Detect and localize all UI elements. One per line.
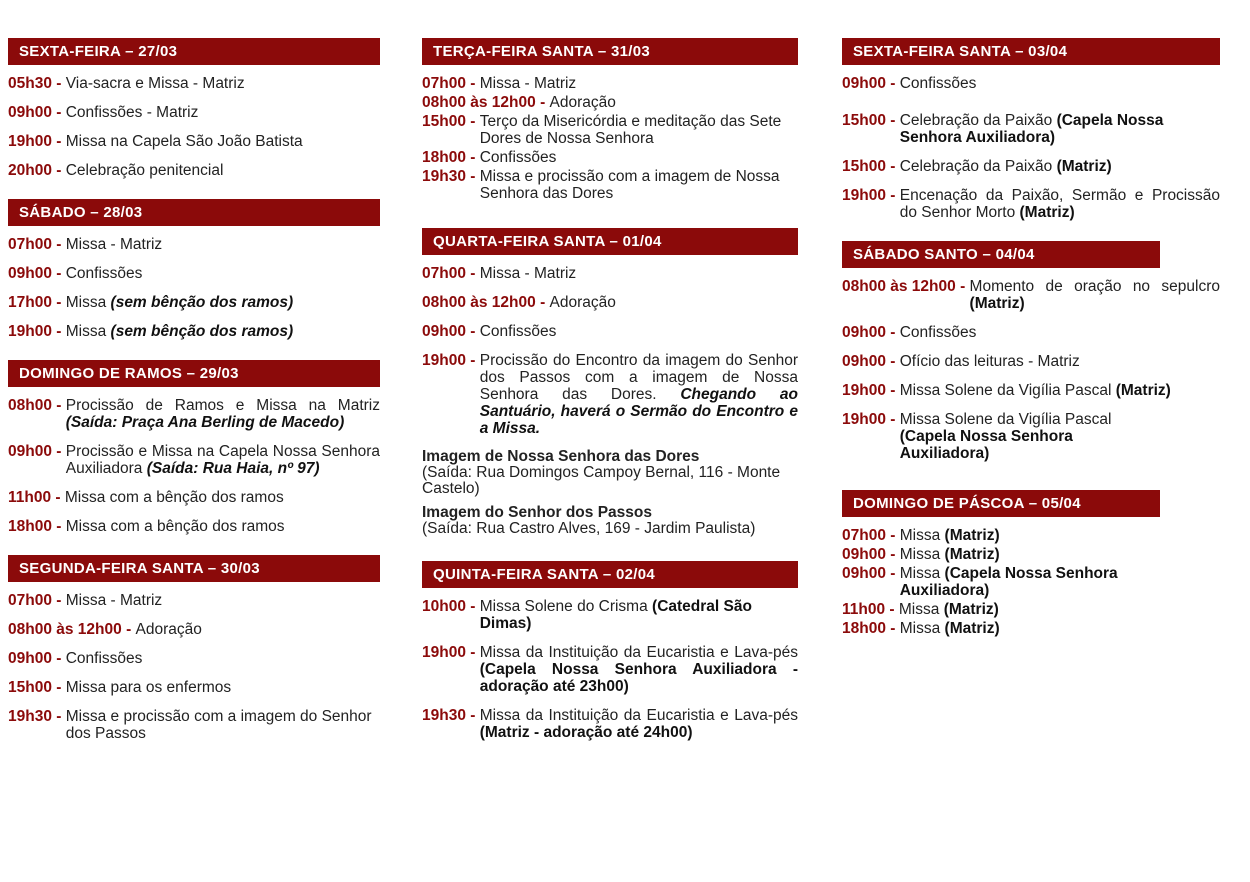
- schedule-entry: 07h00 - Missa - Matriz: [422, 265, 798, 282]
- entry-time: 09h00: [842, 324, 886, 341]
- entry-desc: Missa com a bênção dos ramos: [64, 489, 284, 506]
- entry-desc: Missa (sem bênção dos ramos): [65, 294, 294, 311]
- entry-time: 09h00: [422, 323, 466, 340]
- entry-time: 19h00: [842, 411, 886, 428]
- schedule-entry: 08h00 às 12h00 - Adoração: [8, 621, 380, 638]
- entry-time: 19h00: [8, 323, 52, 340]
- day-header: QUINTA-FEIRA SANTA – 02/04: [422, 561, 798, 588]
- schedule-entry: 07h00 - Missa - Matriz: [8, 592, 380, 609]
- entry-location: (Matriz): [944, 527, 1000, 544]
- entry-location: (Matriz - adoração até 24h00): [479, 724, 693, 741]
- entry-time: 19h30: [422, 707, 466, 724]
- schedule-entry: 10h00 - Missa Solene do Crisma (Catedral São Dimas): [422, 598, 798, 632]
- day-header: DOMINGO DE PÁSCOA – 05/04: [842, 490, 1160, 517]
- entry-location: (Capela Nossa Senhora Auxiliadora - adoração até 23h00): [479, 661, 798, 695]
- schedule-entry: 09h00 - Missa (Capela Nossa Senhora Auxiliadora): [842, 565, 1220, 599]
- entry-desc: Missa (sem bênção dos ramos): [65, 323, 294, 340]
- schedule-entry: 07h00 - Missa - Matriz: [8, 236, 380, 253]
- day-section-segunda: [8, 555, 380, 742]
- entry-desc: Missa Solene da Vigília Pascal (Matriz): [899, 382, 1171, 399]
- entry-location: (Matriz): [1056, 158, 1112, 175]
- column-2: [422, 38, 798, 761]
- entry-time: 18h00: [842, 620, 886, 637]
- note-title: Imagem de Nossa Senhora das Dores: [422, 448, 700, 465]
- schedule-entry: 20h00 - Celebração penitencial: [8, 162, 380, 179]
- day-section-sabado-santo: [842, 241, 1220, 462]
- entry-location: (Matriz): [969, 295, 1025, 312]
- entry-desc: Missa e procissão com a imagem do Senhor dos Passos: [65, 708, 372, 742]
- entry-location: (Capela Nossa Senhora Auxiliadora): [899, 565, 1118, 599]
- entry-location: (Matriz): [944, 546, 1000, 563]
- entry-desc: Momento de oração no sepulcro (Matriz): [969, 278, 1220, 312]
- entry-time: 09h00: [842, 546, 886, 563]
- entry-desc: Encenação da Paixão, Sermão e Procissão do Senhor Morto (Matriz): [899, 187, 1220, 221]
- schedule-entry: 08h00 às 12h00 - Momento de oração no sepulcro (Matriz): [842, 278, 1220, 312]
- schedule-entry: 07h00 - Missa (Matriz): [842, 527, 1220, 544]
- entry-note: (Saída: Rua Haia, nº 97): [146, 460, 320, 477]
- entry-time: 07h00: [422, 265, 466, 282]
- day-header: SEXTA-FEIRA – 27/03: [8, 38, 380, 65]
- entry-desc: Missa (Matriz): [898, 601, 999, 618]
- schedule-entry: 19h30 - Missa e procissão com a imagem do Senhor dos Passos: [8, 708, 380, 742]
- entry-time: 09h00: [842, 565, 886, 582]
- entry-time: 19h30: [8, 708, 52, 725]
- entry-time: 15h00: [422, 113, 466, 130]
- entry-time: 19h30: [422, 168, 466, 185]
- entry-desc: Confissões: [899, 75, 977, 92]
- entry-time: 09h00: [8, 443, 52, 460]
- entry-desc: Adoração: [549, 94, 616, 111]
- procession-note: [422, 505, 798, 537]
- entry-time: 09h00: [8, 104, 52, 121]
- entry-desc: Missa para os enfermos: [65, 679, 232, 696]
- day-header: DOMINGO DE RAMOS – 29/03: [8, 360, 380, 387]
- entry-desc: Missa com a bênção dos ramos: [65, 518, 285, 535]
- day-header: QUARTA-FEIRA SANTA – 01/04: [422, 228, 798, 255]
- day-section-domingo-ramos: [8, 360, 380, 535]
- day-header: SÁBADO SANTO – 04/04: [842, 241, 1160, 268]
- entry-desc: Celebração penitencial: [65, 162, 224, 179]
- entry-time: 19h00: [422, 644, 466, 661]
- entry-desc: Celebração da Paixão (Matriz): [899, 158, 1112, 175]
- day-section-sexta-santa: [842, 38, 1220, 221]
- schedule-entry: 15h00 - Celebração da Paixão (Matriz): [842, 158, 1220, 175]
- entry-time: 18h00: [422, 149, 466, 166]
- day-section-sabado: [8, 199, 380, 340]
- entry-desc: Missa da Instituição da Eucaristia e Lava-pés (Matriz - adoração até 24h00): [479, 707, 798, 741]
- entry-desc: Confissões: [479, 149, 557, 166]
- entry-time: 08h00: [8, 397, 52, 414]
- schedule-entry: 19h30 - Missa e procissão com a imagem de Nossa Senhora das Dores: [422, 168, 798, 202]
- column-3: [842, 38, 1220, 657]
- schedule-entry: 09h00 - Confissões: [842, 75, 1220, 92]
- entry-desc: Via-sacra e Missa - Matriz: [65, 75, 245, 92]
- day-header: SÁBADO – 28/03: [8, 199, 380, 226]
- schedule-entry: 08h00 - Procissão de Ramos e Missa na Matriz (Saída: Praça Ana Berling de Macedo): [8, 397, 380, 431]
- entry-time: 08h00 às 12h00: [842, 278, 956, 295]
- day-section-sexta: [8, 38, 380, 179]
- entry-desc: Missa - Matriz: [65, 236, 163, 253]
- entry-location: (Matriz): [1019, 204, 1075, 221]
- entry-time: 18h00: [8, 518, 52, 535]
- entry-desc: Missa e procissão com a imagem de Nossa Senhora das Dores: [479, 168, 780, 202]
- entry-location: (Capela Nossa Senhora Auxiliadora): [899, 428, 1073, 462]
- entry-time: 09h00: [842, 353, 886, 370]
- entry-note: (sem bênção dos ramos): [110, 323, 294, 340]
- day-header: SEGUNDA-FEIRA SANTA – 30/03: [8, 555, 380, 582]
- schedule-entry: 09h00 - Confissões: [8, 650, 380, 667]
- schedule-entry: 11h00 - Missa com a bênção dos ramos: [8, 489, 380, 506]
- day-section-quinta: [422, 561, 798, 741]
- day-header: SEXTA-FEIRA SANTA – 03/04: [842, 38, 1220, 65]
- entry-desc: Confissões: [899, 324, 977, 341]
- schedule-entry: 09h00 - Confissões - Matriz: [8, 104, 380, 121]
- schedule-entry: 18h00 - Missa com a bênção dos ramos: [8, 518, 380, 535]
- schedule-entry: 11h00 - Missa (Matriz): [842, 601, 1220, 618]
- schedule-entry: 19h00 - Missa da Instituição da Eucaristia e Lava-pés (Capela Nossa Senhora Auxiliadora - adoração até 23h00): [422, 644, 798, 695]
- entry-time: 19h00: [8, 133, 52, 150]
- schedule-entry: 07h00 - Missa - Matriz: [422, 75, 798, 92]
- entry-desc: Procissão do Encontro da imagem do Senhor dos Passos com a imagem de Nossa Senhora das Dores. Chegando ao Santuário, haverá o Sermão do Encontro e a Missa.: [479, 352, 798, 437]
- entry-desc: Missa (Capela Nossa Senhora Auxiliadora): [899, 565, 1118, 599]
- day-section-pascoa: [842, 490, 1220, 637]
- entry-desc: Missa Solene do Crisma (Catedral São Dimas): [479, 598, 752, 632]
- entry-desc: Confissões: [65, 650, 143, 667]
- schedule-entry: 09h00 - Procissão e Missa na Capela Nossa Senhora Auxiliadora (Saída: Rua Haia, nº 97): [8, 443, 380, 477]
- entry-note: Chegando ao Santuário, haverá o Sermão do Encontro e a Missa.: [479, 386, 798, 437]
- schedule-entry: 19h00 - Missa (sem bênção dos ramos): [8, 323, 380, 340]
- entry-desc: Missa (Matriz): [899, 546, 1000, 563]
- entry-time: 05h30: [8, 75, 52, 92]
- day-header: TERÇA-FEIRA SANTA – 31/03: [422, 38, 798, 65]
- entry-desc: Terço da Misericórdia e meditação das Sete Dores de Nossa Senhora: [479, 113, 782, 147]
- schedule-entry: 19h00 - Missa na Capela São João Batista: [8, 133, 380, 150]
- entry-desc: Confissões: [65, 265, 143, 282]
- entry-desc: Missa - Matriz: [65, 592, 163, 609]
- entry-time: 19h00: [842, 187, 886, 204]
- entry-time: 15h00: [842, 158, 886, 175]
- entry-time: 20h00: [8, 162, 52, 179]
- entry-time: 19h00: [842, 382, 886, 399]
- entry-time: 07h00: [422, 75, 466, 92]
- schedule-entry: 19h00 - Missa Solene da Vigília Pascal (Matriz): [842, 382, 1220, 399]
- entry-time: 07h00: [842, 527, 886, 544]
- entry-desc: Missa - Matriz: [479, 265, 577, 282]
- entry-desc: Missa da Instituição da Eucaristia e Lava-pés (Capela Nossa Senhora Auxiliadora - adoração até 23h00): [479, 644, 798, 695]
- schedule-entry: 15h00 - Missa para os enfermos: [8, 679, 380, 696]
- schedule-entry: 05h30 - Via-sacra e Missa - Matriz: [8, 75, 380, 92]
- entry-time: 09h00: [8, 265, 52, 282]
- schedule-entry: 09h00 - Confissões: [422, 323, 798, 340]
- entry-time: 11h00: [842, 601, 886, 618]
- entry-time: 09h00: [8, 650, 52, 667]
- entry-desc: Missa (Matriz): [899, 620, 1000, 637]
- entry-location: (Capela Nossa Senhora Auxiliadora): [899, 112, 1164, 146]
- note-text: (Saída: Rua Castro Alves, 169 - Jardim Paulista): [422, 520, 756, 537]
- entry-desc: Confissões - Matriz: [65, 104, 199, 121]
- entry-desc: Procissão e Missa na Capela Nossa Senhora Auxiliadora (Saída: Rua Haia, nº 97): [65, 443, 380, 477]
- schedule-entry: 09h00 - Confissões: [8, 265, 380, 282]
- schedule-entry: 09h00 - Missa (Matriz): [842, 546, 1220, 563]
- day-section-terca: [422, 38, 798, 202]
- entry-desc: Adoração: [135, 621, 202, 638]
- schedule-entry: 19h00 - Procissão do Encontro da imagem do Senhor dos Passos com a imagem de Nossa Senhora das Dores. Chegando ao Santuário, haverá o Sermão do Encontro e a Missa.: [422, 352, 798, 437]
- entry-time: 15h00: [842, 112, 886, 129]
- entry-location: (Catedral São Dimas): [479, 598, 752, 632]
- entry-time: 19h00: [422, 352, 466, 369]
- entry-time: 08h00 às 12h00: [8, 621, 122, 638]
- schedule-entry: 08h00 às 12h00 - Adoração: [422, 94, 798, 111]
- entry-time: 10h00: [422, 598, 466, 615]
- entry-desc: Celebração da Paixão (Capela Nossa Senhora Auxiliadora): [899, 112, 1164, 146]
- entry-time: 15h00: [8, 679, 52, 696]
- day-section-quarta: [422, 228, 798, 537]
- entry-location: (Matriz): [944, 620, 1000, 637]
- note-text: (Saída: Rua Domingos Campoy Bernal, 116 - Monte Castelo): [422, 464, 781, 497]
- schedule-entry: 17h00 - Missa (sem bênção dos ramos): [8, 294, 380, 311]
- schedule-entry: 19h00 - Encenação da Paixão, Sermão e Procissão do Senhor Morto (Matriz): [842, 187, 1220, 221]
- schedule-entry: 15h00 - Celebração da Paixão (Capela Nossa Senhora Auxiliadora): [842, 112, 1220, 146]
- schedule-entry: 09h00 - Ofício das leituras - Matriz: [842, 353, 1220, 370]
- entry-desc: Adoração: [549, 294, 616, 311]
- entry-desc: Confissões: [479, 323, 557, 340]
- entry-time: 07h00: [8, 592, 52, 609]
- schedule-entry: 19h00 - Missa Solene da Vigília Pascal (Capela Nossa Senhora Auxiliadora): [842, 411, 1220, 462]
- schedule-entry: 15h00 - Terço da Misericórdia e meditação das Sete Dores de Nossa Senhora: [422, 113, 798, 147]
- entry-time: 17h00: [8, 294, 52, 311]
- entry-time: 08h00 às 12h00: [422, 294, 536, 311]
- column-1: [8, 38, 380, 762]
- entry-desc: Missa na Capela São João Batista: [65, 133, 303, 150]
- entry-desc: Missa Solene da Vigília Pascal (Capela Nossa Senhora Auxiliadora): [899, 411, 1112, 462]
- schedule-entry: 19h30 - Missa da Instituição da Eucaristia e Lava-pés (Matriz - adoração até 24h00): [422, 707, 798, 741]
- entry-desc: Ofício das leituras - Matriz: [899, 353, 1080, 370]
- schedule-entry: 09h00 - Confissões: [842, 324, 1220, 341]
- entry-desc: Missa (Matriz): [899, 527, 1000, 544]
- entry-desc: Procissão de Ramos e Missa na Matriz (Saída: Praça Ana Berling de Macedo): [65, 397, 380, 431]
- note-title: Imagem do Senhor dos Passos: [422, 504, 652, 521]
- entry-location: (Matriz): [1115, 382, 1171, 399]
- entry-note: (Saída: Praça Ana Berling de Macedo): [65, 414, 345, 431]
- entry-time: 08h00 às 12h00: [422, 94, 536, 111]
- entry-desc: Missa - Matriz: [479, 75, 577, 92]
- entry-location: (Matriz): [943, 601, 999, 618]
- schedule-entry: 08h00 às 12h00 - Adoração: [422, 294, 798, 311]
- schedule-entry: 18h00 - Confissões: [422, 149, 798, 166]
- schedule-entry: 18h00 - Missa (Matriz): [842, 620, 1220, 637]
- entry-time: 11h00: [8, 489, 52, 506]
- entry-time: 07h00: [8, 236, 52, 253]
- entry-note: (sem bênção dos ramos): [110, 294, 294, 311]
- procession-note: [422, 449, 798, 497]
- entry-time: 09h00: [842, 75, 886, 92]
